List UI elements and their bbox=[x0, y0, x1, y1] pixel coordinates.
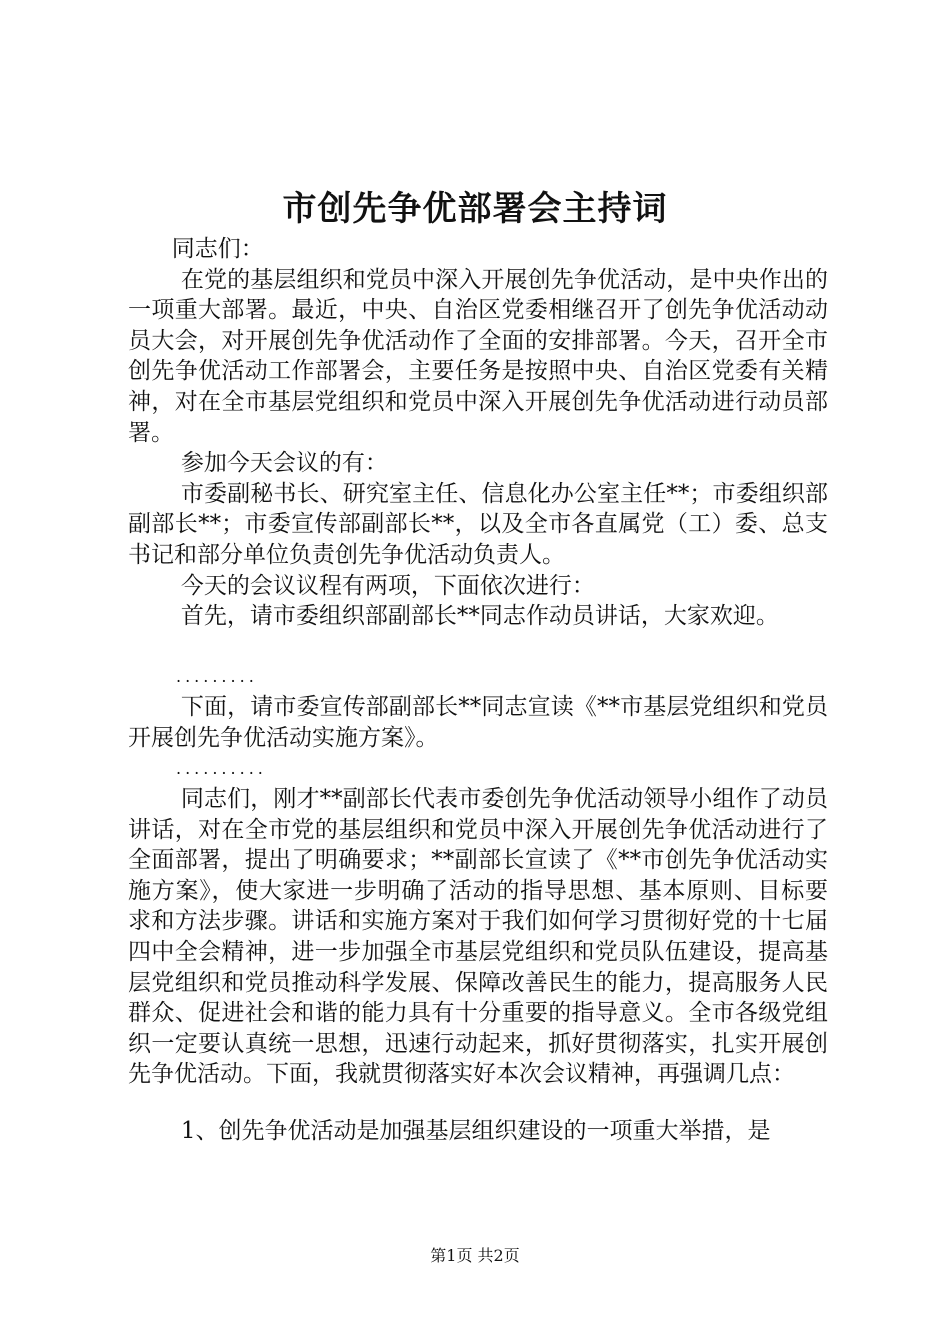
first-item-paragraph: 首先，请市委组织部副部长**同志作动员讲话，大家欢迎。 bbox=[180, 603, 779, 630]
second-item-paragraph: 下面，请市委宣传部副部长**同志宣读《**市基层党组织和党员开展创先争优活动实施方案》。 bbox=[128, 694, 828, 751]
attendees-heading-paragraph: 参加今天会议的有： bbox=[180, 450, 388, 477]
page-footer: 第1页 共2页 bbox=[430, 1246, 520, 1265]
intro-paragraph: 在党的基层组织和党员中深入开展创先争优活动，是中央作出的一项重大部署。最近，中央、自治区党委相继召开了创先争优活动动员大会，对开展创先争优活动作了全面的安排部署。今天，召开全市创先争优活动工作部署会，主要任务是按照中央、自治区党委有关精神，对在全市基层党组织和党员中深入开展创先争优活动进行动员部署。 bbox=[128, 266, 828, 446]
document-body bbox=[128, 234, 828, 1147]
greeting-paragraph: 同志们： bbox=[171, 236, 264, 262]
attendees-paragraph: 市委副秘书长、研究室主任、信息化办公室主任**；市委组织部副部长**；市委宣传部副部长**，以及全市各直属党（工）委、总支书记和部分单位负责创先争优活动负责人。 bbox=[128, 480, 828, 568]
point-one-paragraph: 1、创先争优活动是加强基层组织建设的一项重大举措，是 bbox=[180, 1118, 771, 1145]
ellipsis-separator: .......... bbox=[176, 758, 267, 778]
document-title: 市创先争优部署会主持词 bbox=[282, 189, 668, 229]
ellipsis-separator: ......... bbox=[176, 666, 258, 686]
summary-paragraph: 同志们，刚才**副部长代表市委创先争优活动领导小组作了动员讲话，对在全市党的基层组织和党员中深入开展创先争优活动进行了全面部署，提出了明确要求；**副部长宣读了《**市创先争优活动实施方案》，使大家进一步明确了活动的指导思想、基本原则、目标要求和方法步骤。讲话和实施方案对于我们如何学习贯彻好党的十七届四中全会精神，进一步加强全市基层党组织和党员队伍建设，提高基层党组织和党员推动科学发展、保障改善民生的能力，提高服务人民群众、促进社会和谐的能力具有十分重要的指导意义。全市各级党组织一定要认真统一思想，迅速行动起来，抓好贯彻落实，扎实开展创先争优活动。下面，我就贯彻落实好本次会议精神，再强调几点： bbox=[128, 786, 828, 1088]
agenda-paragraph: 今天的会议议程有两项，下面依次进行： bbox=[180, 572, 595, 599]
